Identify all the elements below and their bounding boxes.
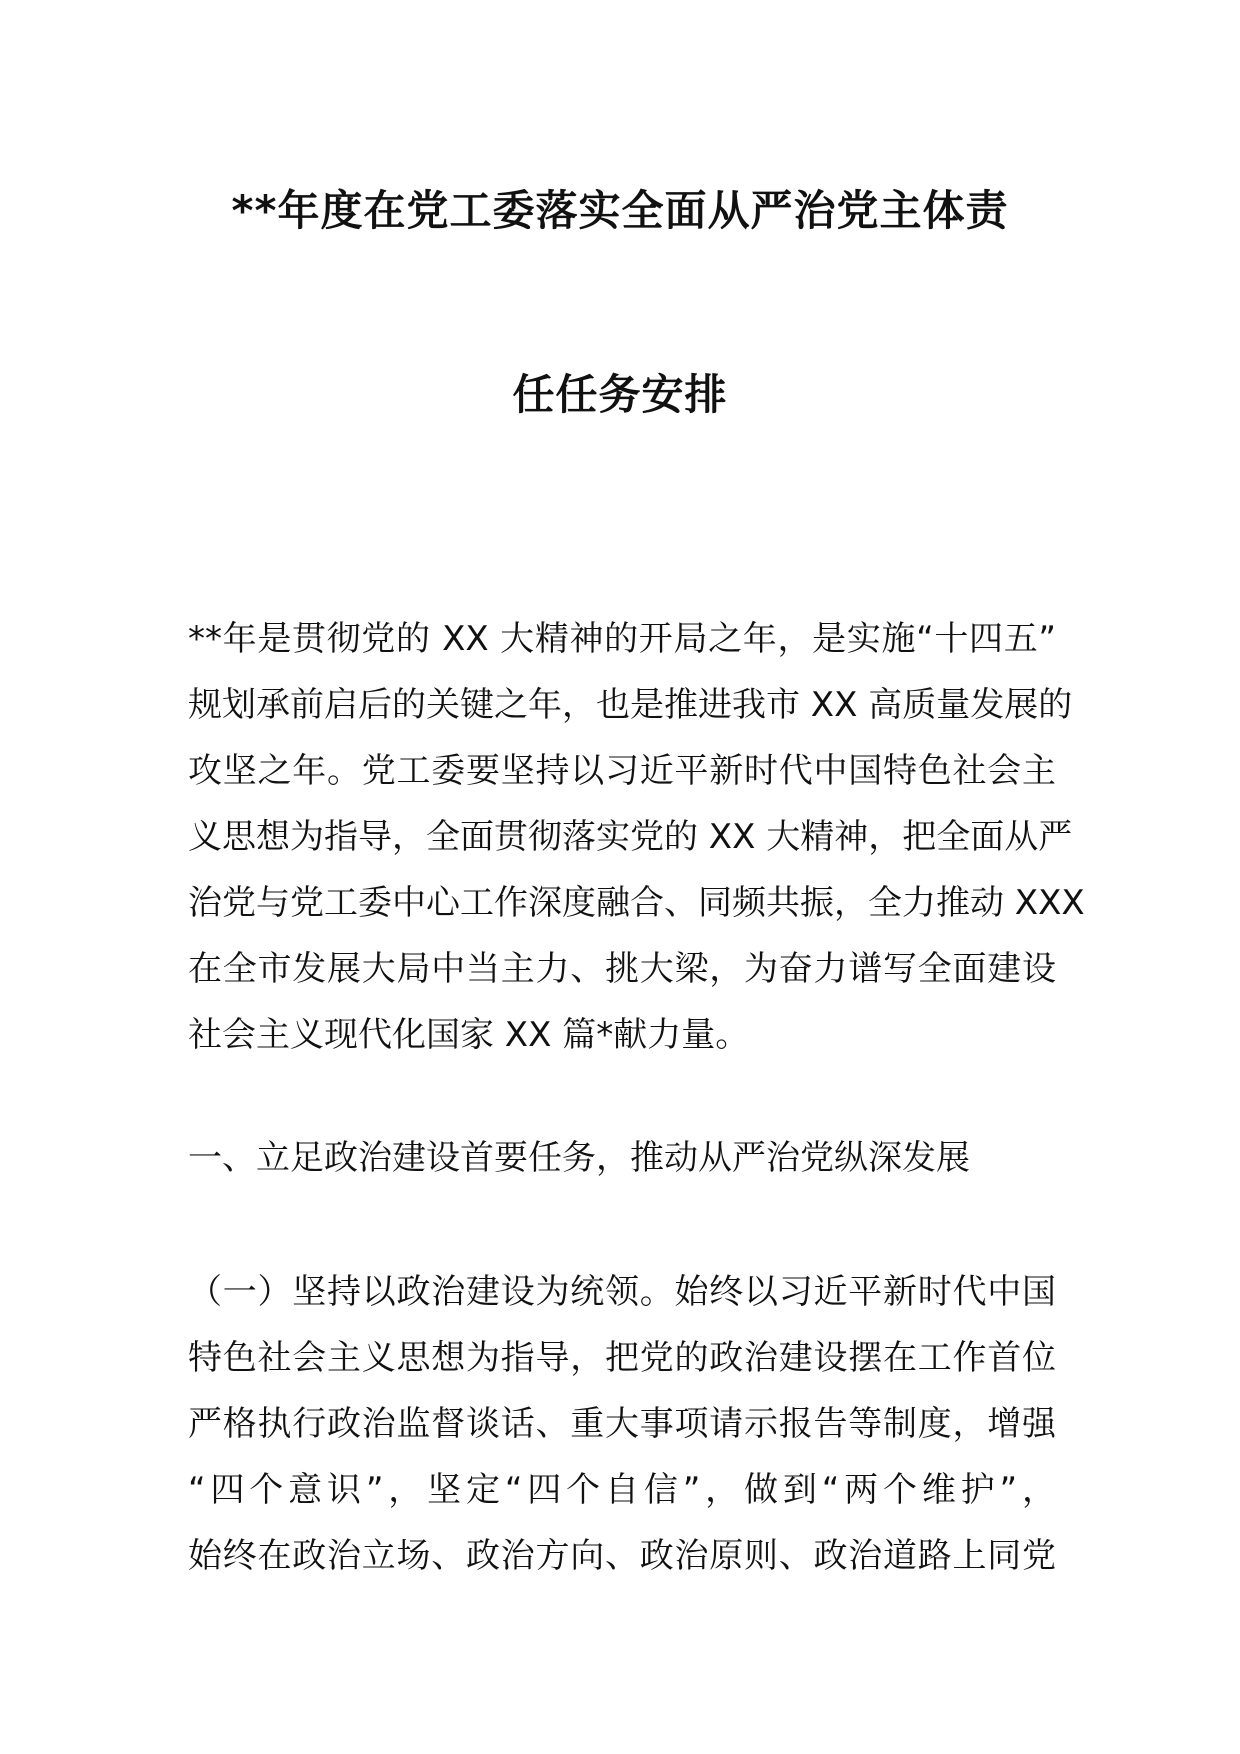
intro-paragraph bbox=[188, 606, 1085, 1068]
paragraph-line: 始终在政治立场、政治方向、政治原则、政治道路上同党 bbox=[188, 1536, 1056, 1576]
paragraph-line: 严格执行政治监督谈话、重大事项请示报告等制度，增强 bbox=[188, 1404, 1056, 1444]
section-1-paragraph-1 bbox=[188, 1259, 1056, 1589]
paragraph-line: （一）坚持以政治建设为统领。始终以习近平新时代中国 bbox=[188, 1272, 1056, 1312]
paragraph-line: “四个意识”，坚定“四个自信”，做到“两个维护”， bbox=[188, 1470, 1056, 1510]
section-heading-text: 一、立足政治建设首要任务，推动从严治党纵深发展 bbox=[188, 1138, 970, 1178]
paragraph-line: **年是贯彻党的 XX 大精神的开局之年，是实施“十四五” bbox=[188, 619, 1056, 659]
section-1-heading bbox=[188, 1125, 1056, 1191]
paragraph-line: 攻坚之年。党工委要坚持以习近平新时代中国特色社会主 bbox=[188, 751, 1056, 791]
document-title-line-2: 任任务安排 bbox=[512, 370, 728, 419]
document-title-line-1: **年度在党工委落实全面从严治党主体责 bbox=[231, 186, 1009, 235]
paragraph-line: 规划承前启后的关键之年，也是推进我市 XX 高质量发展的 bbox=[188, 685, 1073, 725]
paragraph-line: 特色社会主义思想为指导，把党的政治建设摆在工作首位 bbox=[188, 1338, 1056, 1378]
paragraph-line: 义思想为指导，全面贯彻落实党的 XX 大精神，把全面从严 bbox=[188, 817, 1073, 857]
paragraph-line: 治党与党工委中心工作深度融合、同频共振，全力推动 XXX bbox=[188, 883, 1085, 923]
paragraph-line: 社会主义现代化国家 XX 篇*献力量。 bbox=[188, 1015, 750, 1055]
paragraph-line: 在全市发展大局中当主力、挑大梁，为奋力谱写全面建设 bbox=[188, 949, 1056, 989]
